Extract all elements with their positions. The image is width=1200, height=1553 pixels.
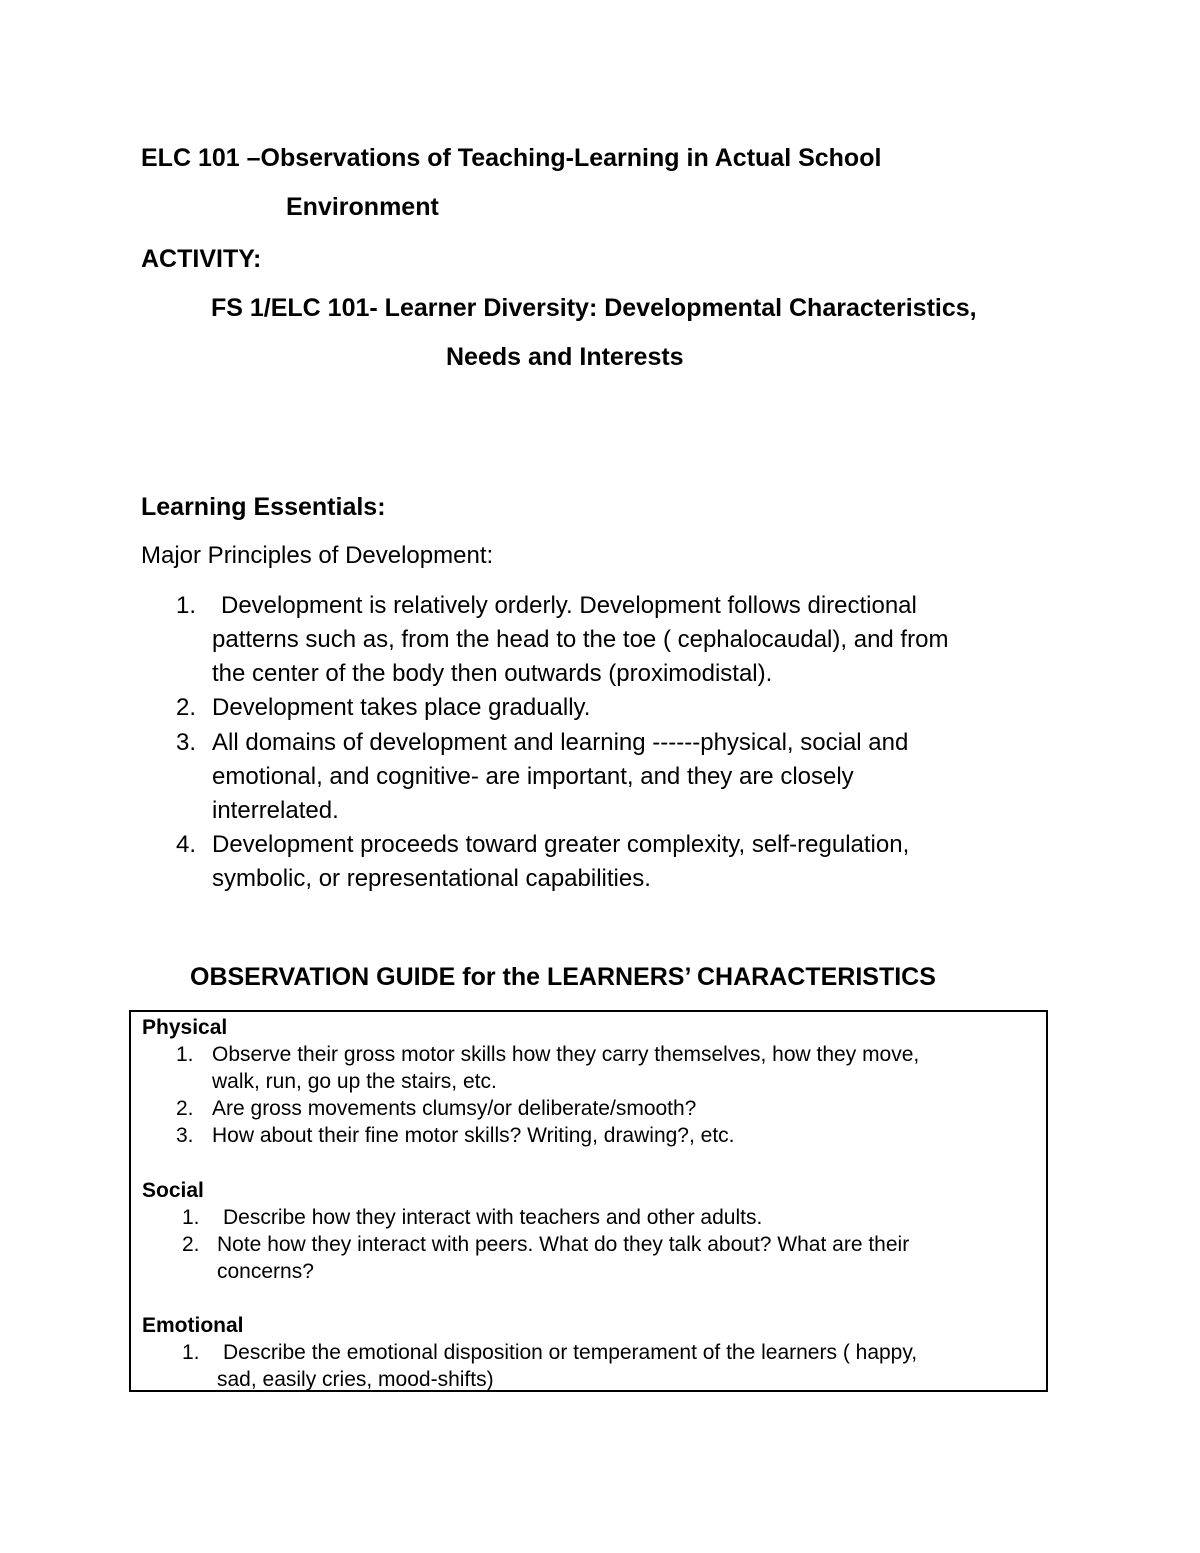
list-item-line: Observe their gross motor skills how they carry themselves, how they move, bbox=[212, 1043, 920, 1066]
observation-guide-box bbox=[129, 1010, 1048, 1392]
section-heading-social: Social bbox=[142, 1179, 204, 1202]
activity-title-line2: Needs and Interests bbox=[446, 343, 684, 371]
list-item-line: All domains of development and learning ------physical, social and bbox=[212, 729, 909, 756]
list-item-number: 1. bbox=[176, 592, 197, 619]
activity-label: ACTIVITY: bbox=[141, 245, 262, 273]
list-item-line: Describe the emotional disposition or temperament of the learners ( happy, bbox=[223, 1341, 918, 1364]
list-item-line: concerns? bbox=[217, 1260, 314, 1283]
list-item-line: patterns such as, from the head to the toe ( cephalocaudal), and from bbox=[212, 626, 949, 653]
list-item-number: 3. bbox=[176, 1124, 194, 1147]
list-item-line: walk, run, go up the stairs, etc. bbox=[212, 1070, 497, 1093]
list-item-number: 2. bbox=[176, 1097, 194, 1120]
essentials-heading: Learning Essentials: bbox=[141, 493, 386, 521]
list-item-line: Development takes place gradually. bbox=[212, 694, 591, 721]
list-item-number: 1. bbox=[182, 1206, 200, 1229]
list-item-line: interrelated. bbox=[212, 797, 339, 824]
list-item-number: 4. bbox=[176, 831, 197, 858]
list-item-line: the center of the body then outwards (proximodistal). bbox=[212, 660, 773, 687]
section-heading-emotional: Emotional bbox=[142, 1314, 244, 1337]
list-item-line: Describe how they interact with teachers and other adults. bbox=[223, 1206, 763, 1229]
list-item-line: How about their fine motor skills? Writing, drawing?, etc. bbox=[212, 1124, 735, 1147]
list-item-line: Are gross movements clumsy/or deliberate/smooth? bbox=[212, 1097, 697, 1120]
list-item-number: 2. bbox=[182, 1233, 200, 1256]
list-item-number: 3. bbox=[176, 729, 197, 756]
course-title-line1: ELC 101 –Observations of Teaching-Learning in Actual School bbox=[141, 144, 882, 172]
activity-title-line1: FS 1/ELC 101- Learner Diversity: Developmental Characteristics, bbox=[211, 294, 977, 322]
list-item-line: symbolic, or representational capabilities. bbox=[212, 865, 651, 892]
list-item-line: emotional, and cognitive- are important, and they are closely bbox=[212, 763, 854, 790]
observation-guide-title: OBSERVATION GUIDE for the LEARNERS’ CHARACTERISTICS bbox=[190, 963, 936, 991]
list-item-line: Development proceeds toward greater complexity, self-regulation, bbox=[212, 831, 910, 858]
list-item-number: 1. bbox=[176, 1043, 194, 1066]
principles-subheading: Major Principles of Development: bbox=[141, 542, 494, 569]
list-item-number: 1. bbox=[182, 1341, 200, 1364]
section-heading-physical: Physical bbox=[142, 1016, 228, 1039]
list-item-line: Note how they interact with peers. What do they talk about? What are their bbox=[217, 1233, 910, 1256]
list-item-number: 2. bbox=[176, 694, 197, 721]
list-item-line: Development is relatively orderly. Development follows directional bbox=[221, 592, 917, 619]
course-title-line2: Environment bbox=[286, 193, 439, 221]
list-item-line: sad, easily cries, mood-shifts) bbox=[217, 1368, 494, 1391]
